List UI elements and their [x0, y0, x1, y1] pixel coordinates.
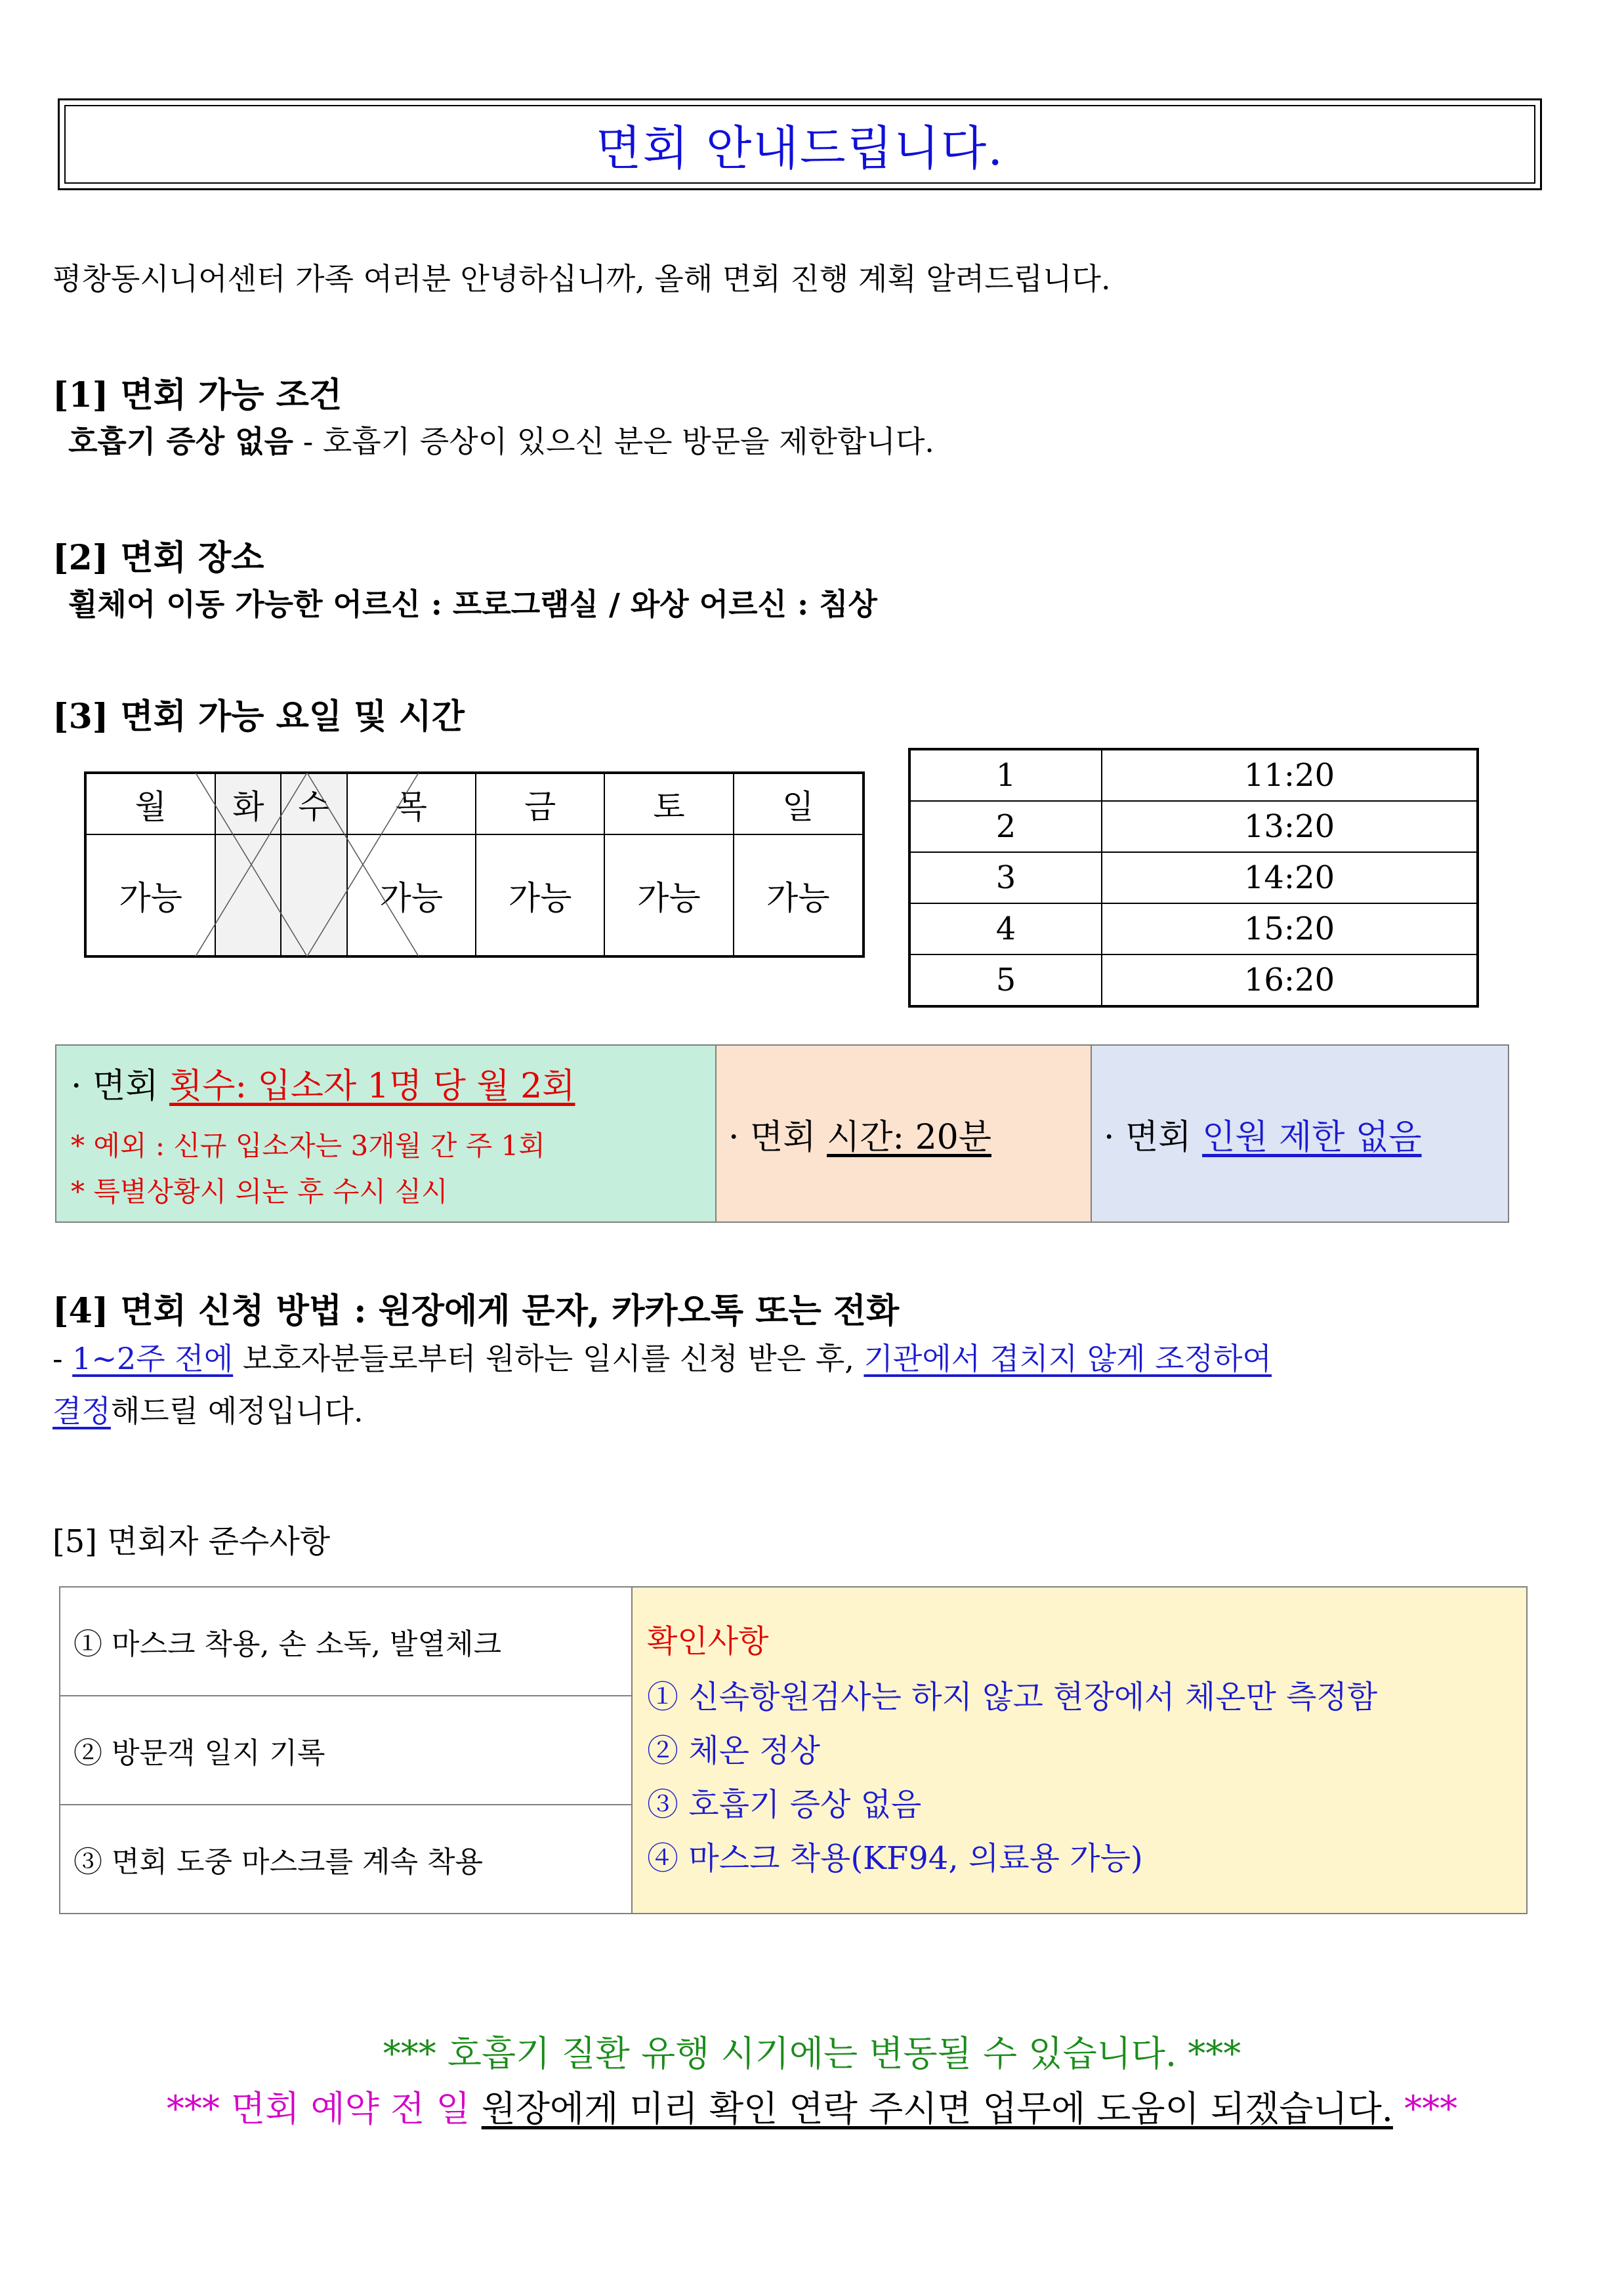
footer-suffix: ***: [1392, 2088, 1458, 2129]
day-sat: 토: [604, 773, 733, 834]
time-value: 14:20: [1102, 852, 1478, 903]
time-row: [909, 903, 1478, 954]
count-value: 횟수: 입소자 1명 당 월 2회: [169, 1066, 575, 1106]
section1-bold: 호흡기 증상 없음: [68, 424, 294, 459]
info-table: [55, 1044, 1509, 1223]
check-3: ③ 호흡기 증상 없음: [647, 1786, 922, 1823]
time-no: 3: [909, 852, 1102, 903]
exception-1: * 예외 : 신규 입소자는 3개월 간 주 1회: [71, 1129, 545, 1162]
line1-prefix: -: [52, 1341, 73, 1376]
time-value: 15:20: [1102, 903, 1478, 954]
line1-mid: 보호자분들로부터 원하는 일시를 신청 받은 후,: [233, 1341, 864, 1376]
title-inner-frame: [64, 105, 1535, 184]
day-sun: 일: [734, 773, 864, 834]
footer-underlined: 원장에게 미리 확인 연락 주시면 업무에 도움이 되겠습니다.: [481, 2088, 1393, 2129]
check-box: [632, 1587, 1527, 1914]
check-1: ① 신속항원검사는 하지 않고 현장에서 체온만 측정함: [647, 1678, 1378, 1715]
visit-people-box: [1091, 1045, 1509, 1222]
rule-1: ① 마스크 착용, 손 소독, 발열체크: [60, 1587, 632, 1696]
status-mon: 가능: [85, 834, 215, 956]
section1-heading: [1] 면회 가능 조건: [52, 375, 343, 415]
check-4: ④ 마스크 착용(KF94, 의료용 가능): [647, 1839, 1143, 1877]
section4-line2: [52, 1393, 364, 1429]
check-title: 확인사항: [647, 1622, 769, 1660]
status-thu: 가능: [347, 834, 476, 956]
people-prefix: · 면회: [1104, 1117, 1203, 1157]
rule-2: ② 방문객 일지 기록: [60, 1696, 632, 1805]
time-row: [909, 749, 1478, 801]
line1-emph2: 기관에서 겹치지 않게 조정하여: [864, 1341, 1272, 1376]
time-value: 13:20: [1102, 801, 1478, 852]
rule-3: ③ 면회 도중 마스크를 계속 착용: [60, 1805, 632, 1914]
time-row: [909, 801, 1478, 852]
section1-text: [68, 424, 934, 460]
page-title: 면회 안내드립니다.: [595, 121, 1005, 176]
time-row: [909, 852, 1478, 903]
section2-text: 휠체어 이동 가능한 어르신 : 프로그램실 / 와상 어르신 : 침상: [68, 586, 877, 622]
footer-line2: [0, 2081, 1624, 2131]
time-value: 16:20: [1102, 954, 1478, 1006]
title-box: [58, 98, 1542, 190]
day-fri: 금: [476, 773, 604, 834]
people-value: 인원 제한 없음: [1202, 1117, 1422, 1157]
day-thu: 목: [347, 773, 476, 834]
time-value: 11:20: [1102, 749, 1478, 801]
line2-emph: 결정: [52, 1393, 111, 1429]
section3-heading: [3] 면회 가능 요일 및 시간: [52, 697, 465, 737]
status-fri: 가능: [476, 834, 604, 956]
exception-2: * 특별상황시 의논 후 수시 실시: [71, 1175, 448, 1208]
line1-emph: 1~2주 전에: [72, 1341, 234, 1376]
section2-heading: [2] 면회 장소: [52, 538, 264, 578]
day-wed: 수: [281, 773, 346, 834]
day-mon: 월: [85, 773, 215, 834]
section4-heading: [4] 면회 신청 방법 : 원장에게 문자, 카카오톡 또는 전화: [52, 1291, 900, 1331]
status-sat: 가능: [604, 834, 733, 956]
duration-prefix: · 면회: [728, 1117, 827, 1157]
footer-line1: *** 호흡기 질환 유행 시기에는 변동될 수 있습니다. ***: [383, 2033, 1241, 2074]
visit-count-line: [71, 1058, 715, 1107]
duration-value: 시간: 20분: [827, 1117, 991, 1157]
time-no: 4: [909, 903, 1102, 954]
times-table: [908, 748, 1479, 1008]
day-tue: 화: [215, 773, 281, 834]
visit-count-box: [56, 1045, 716, 1222]
section5-heading: [5] 면회자 준수사항: [52, 1523, 331, 1560]
time-no: 5: [909, 954, 1102, 1006]
check-2: ② 체온 정상: [647, 1732, 820, 1769]
rules-table: [59, 1586, 1528, 1914]
unavailable-cross-marks: [196, 773, 419, 956]
time-row: [909, 954, 1478, 1006]
section4-line1: [52, 1341, 1272, 1377]
footer-prefix: *** 면회 예약 전 일: [166, 2088, 482, 2129]
section1-rest: - 호흡기 증상이 있으신 분은 방문을 제한합니다.: [293, 424, 934, 459]
time-no: 2: [909, 801, 1102, 852]
visit-duration-box: [716, 1045, 1091, 1222]
time-no: 1: [909, 749, 1102, 801]
status-sun: 가능: [734, 834, 864, 956]
count-prefix: · 면회: [71, 1066, 170, 1106]
line2-rest: 해드릴 예정입니다.: [110, 1393, 364, 1429]
intro-text: 평창동시니어센터 가족 여러분 안녕하십니까, 올해 면회 진행 계획 알려드립니다.: [52, 261, 1111, 297]
